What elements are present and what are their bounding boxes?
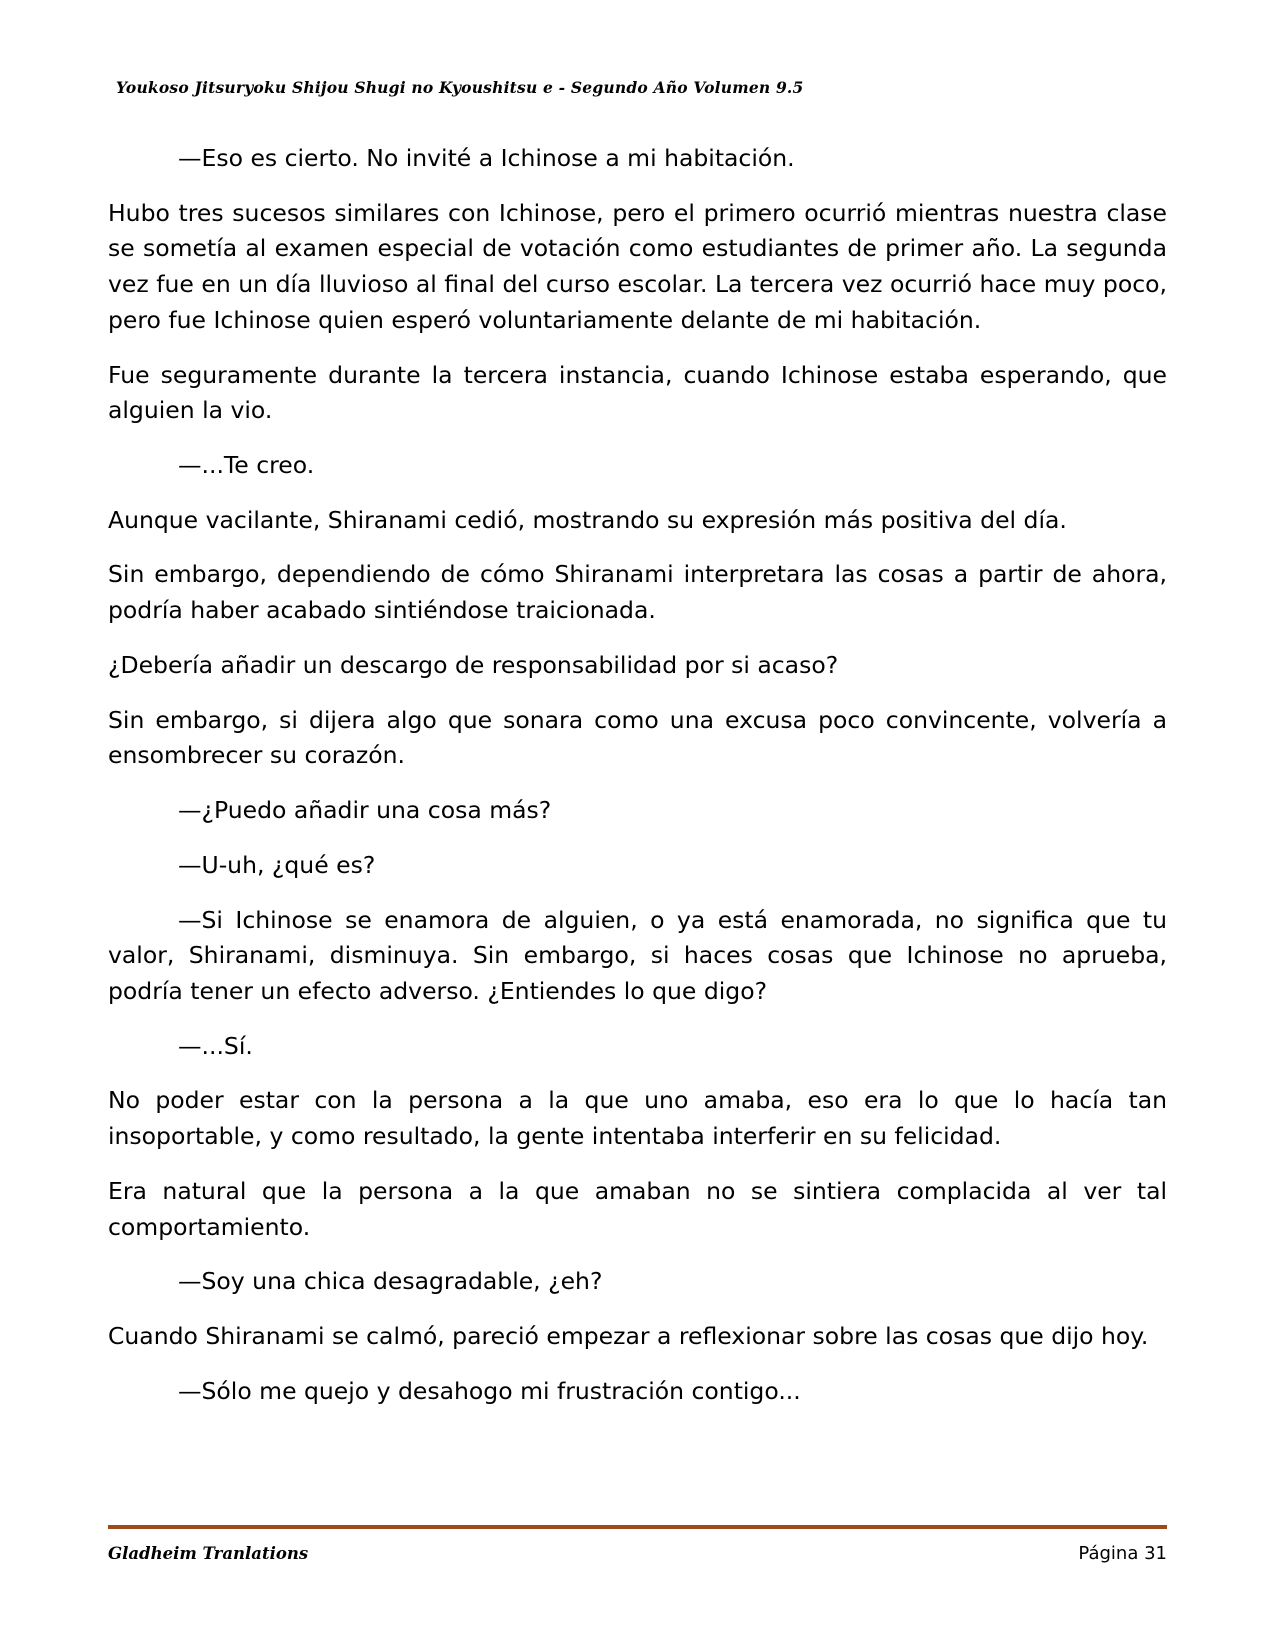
paragraph-14: Era natural que la persona a la que amaban no se sintiera complacida al ver tal comportamiento. [108,1176,1167,1241]
paragraph-15: —Soy una chica desagradable, ¿eh? [178,1267,603,1296]
page-footer [108,1525,1167,1564]
paragraph-3: Fue seguramente durante la tercera instancia, cuando Ichinose estaba esperando, que alguien la vio. [108,360,1167,425]
footer-page-number: Página 31 [1078,1543,1167,1564]
running-header: Youkoso Jitsuryoku Shijou Shugi no Kyoushitsu e - Segundo Año Volumen 9.5 [116,78,804,97]
page-body [108,141,1167,1409]
paragraph-10: —U-uh, ¿qué es? [178,850,376,879]
paragraph-11: —Si Ichinose se enamora de alguien, o ya está enamorada, no significa que tu valor, Shiranami, disminuya. Sin embargo, si haces cosas que Ichinose no aprueba, podría tener un efecto adverso. ¿Entiendes lo que digo? [108,905,1167,1005]
paragraph-13: No poder estar con la persona a la que uno amaba, eso era lo que lo hacía tan insoportable, y como resultado, la gente intentaba interferir en su felicidad. [108,1086,1167,1151]
paragraph-4: —...Te creo. [178,451,315,480]
footer-translator: Gladheim Tranlations [108,1544,309,1563]
paragraph-16: Cuando Shiranami se calmó, pareció empezar a reflexionar sobre las cosas que dijo hoy. [108,1321,1149,1350]
paragraph-1: —Eso es cierto. No invité a Ichinose a mi habitación. [178,144,795,172]
paragraph-7: ¿Debería añadir un descargo de responsabilidad por si acaso? [108,650,839,679]
footer-row [108,1543,1167,1564]
footer-divider [108,1525,1167,1529]
paragraph-6: Sin embargo, dependiendo de cómo Shiranami interpretara las cosas a partir de ahora, podría haber acabado sintiéndose traicionada. [108,560,1167,625]
paragraph-9: —¿Puedo añadir una cosa más? [178,796,552,825]
paragraph-8: Sin embargo, si dijera algo que sonara como una excusa poco convincente, volvería a ensombrecer su corazón. [108,705,1167,770]
paragraph-2: Hubo tres sucesos similares con Ichinose, pero el primero ocurrió mientras nuestra clase se sometía al examen especial de votación como estudiantes de primer año. La segunda vez fue en un día lluvioso al final del curso escolar. La tercera vez ocurrió hace muy poco, pero fue Ichinose quien esperó voluntariamente delante de mi habitación. [108,198,1167,334]
paragraph-12: —...Sí. [178,1031,253,1060]
paragraph-5: Aunque vacilante, Shiranami cedió, mostrando su expresión más positiva del día. [108,505,1067,534]
paragraph-17: —Sólo me quejo y desahogo mi frustración contigo... [178,1376,801,1405]
